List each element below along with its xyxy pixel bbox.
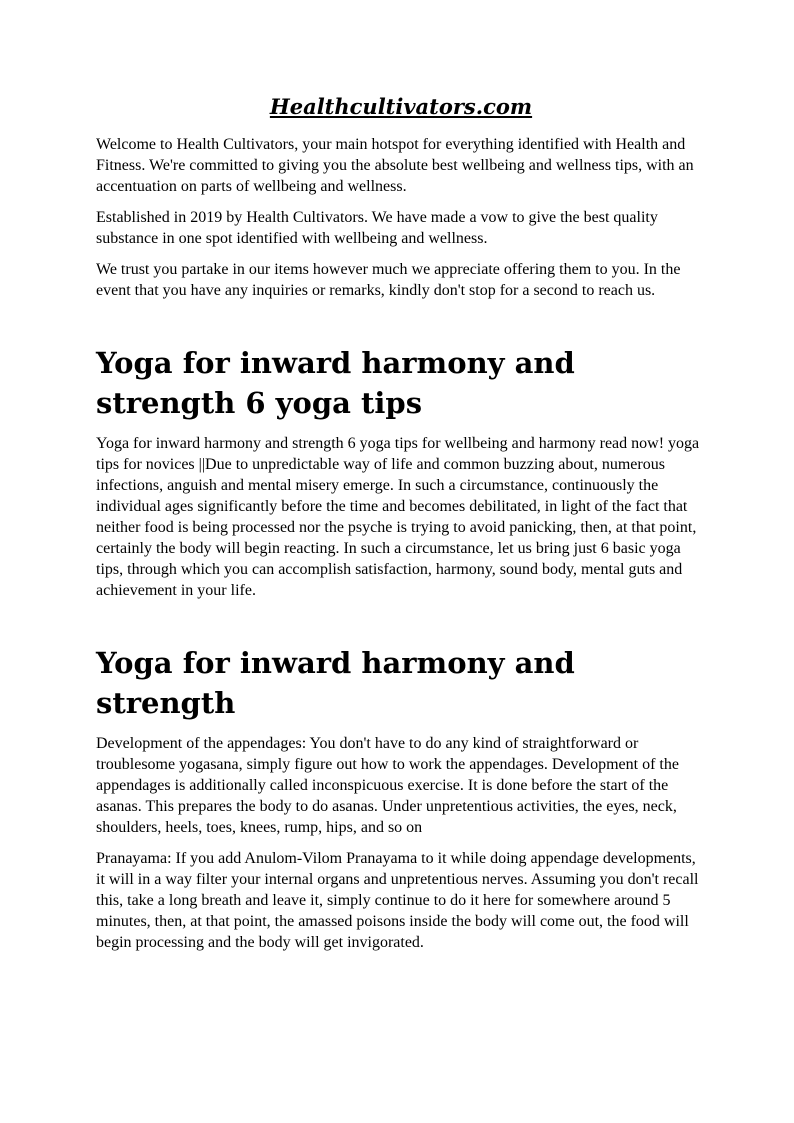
intro-paragraph-established: Established in 2019 by Health Cultivators. We have made a vow to give the best quality substance in one spot identified with wellbeing and wellness. [96, 209, 658, 247]
section-paragraph-yoga-tips: Yoga for inward harmony and strength 6 yoga tips for wellbeing and harmony read now! yoga tips for novices ||Due to unpredictable way of life and common buzzing about, numerous infections, anguish and mental misery emerge. In such a circumstance, continuously the individual ages significantly before the time and becomes debilitated, in light of the fact that neither food is being processed nor the psyche is trying to avoid panicking, then, at that point, certainly the body will begin reacting. In such a circumstance, let us bring just 6 basic yoga tips, through which you can accomplish satisfaction, harmony, sound body, mental guts and achievement in your life. [96, 435, 700, 599]
intro-paragraph-welcome: Welcome to Health Cultivators, your main hotspot for everything identified with Health and Fitness. We're committed to giving you the absolute best wellbeing and wellness tips, with an accentuation on parts of wellbeing and wellness. [96, 136, 694, 195]
section-heading-yoga-harmony: Yoga for inward harmony and strength [96, 646, 575, 720]
section-heading-yoga-tips: Yoga for inward harmony and strength 6 yoga tips [96, 346, 575, 420]
intro-paragraph-trust: We trust you partake in our items however much we appreciate offering them to you. In the event that you have any inquiries or remarks, kindly don't stop for a second to reach us. [96, 261, 681, 299]
section-paragraph-pranayama: Pranayama: If you add Anulom-Vilom Pranayama to it while doing appendage developments, it will in a way filter your internal organs and unpretentious nerves. Assuming you don't recall this, take a long breath and leave it, simply continue to do it here for somewhere around 5 minutes, then, at that point, the amassed poisons inside the body will come out, the food will begin processing and the body will get invigorated. [96, 850, 699, 951]
site-title[interactable]: Healthcultivators.com [269, 94, 533, 119]
document-page [96, 92, 706, 963]
section-paragraph-appendages: Development of the appendages: You don't have to do any kind of straightforward or troublesome yogasana, simply figure out how to work the appendages. Development of the appendages is additionally called inconspicuous exercise. It is done before the start of the asanas. This prepares the body to do asanas. Under unpretentious activities, the eyes, neck, shoulders, heels, toes, knees, rump, hips, and so on [96, 735, 679, 836]
